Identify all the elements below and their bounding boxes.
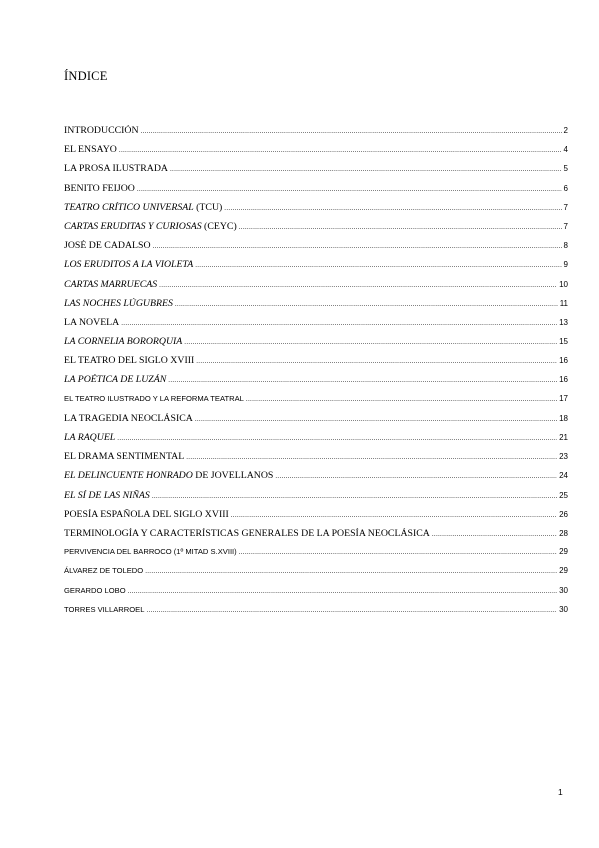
toc-entry-label-part: LA TRAGEDIA NEOCLÁSICA: [64, 412, 193, 424]
toc-dot-leader: [196, 357, 557, 365]
toc-entry-label: [64, 183, 135, 194]
toc-entry-label-part: LA RAQUEL: [64, 432, 116, 443]
toc-entry-label: [64, 221, 237, 232]
toc-dot-leader: [275, 472, 557, 480]
toc-dot-leader: [145, 567, 557, 575]
toc-entry-label-part: LA CORNELIA BORORQUIA: [64, 336, 183, 348]
toc-entry[interactable]: [64, 144, 568, 163]
toc-entry-label-part: EL TEATRO ILUSTRADO Y LA REFORMA TEATRAL: [64, 393, 244, 403]
toc-entry-label-part: GERARDO LOBO: [64, 585, 126, 595]
toc-entry-label: [64, 279, 157, 290]
toc-entry-label-part: EL ENSAYO: [64, 144, 117, 156]
toc-dot-leader: [170, 165, 562, 173]
toc-entry-label-part: CARTAS ERUDITAS Y CURIOSAS: [64, 220, 202, 232]
toc-entry-label-part: EL SÍ DE LAS NIÑAS: [64, 489, 150, 501]
index-heading: ÍNDICE: [64, 69, 108, 83]
toc-dot-leader: [117, 434, 557, 442]
toc-entry-label: [64, 605, 144, 614]
toc-entry-page: 7: [563, 202, 568, 212]
toc-dot-leader: [168, 376, 557, 384]
toc-entry[interactable]: [64, 394, 568, 413]
toc-entry[interactable]: [64, 298, 568, 317]
toc-entry[interactable]: [64, 259, 568, 278]
toc-entry-label: [64, 144, 117, 155]
toc-entry-page: 10: [559, 279, 568, 289]
toc-entry-label: [64, 336, 182, 347]
toc-entry-page: 16: [559, 375, 568, 385]
toc-entry[interactable]: [64, 163, 568, 182]
toc-entry-label: [64, 259, 193, 270]
toc-entry-label: [64, 432, 115, 443]
toc-entry-label-part: LA POÉTICA DE LUZÁN: [64, 374, 167, 386]
toc-entry-page: 13: [559, 317, 568, 327]
toc-entry-page: 11: [559, 298, 568, 308]
toc-dot-leader: [239, 223, 562, 231]
toc-entry[interactable]: [64, 432, 568, 451]
toc-entry-page: 23: [559, 452, 568, 462]
toc-entry-page: 17: [559, 393, 568, 403]
toc-entry-page: 26: [559, 509, 568, 519]
toc-entry[interactable]: [64, 355, 568, 374]
toc-entry-label: [64, 586, 126, 595]
toc-entry[interactable]: [64, 470, 568, 489]
toc-dot-leader: [119, 146, 562, 154]
toc-entry-page: 21: [559, 433, 568, 442]
toc-entry-label: [64, 317, 119, 328]
toc-entry-label: [64, 547, 237, 556]
toc-entry-label: [64, 509, 229, 520]
page-number: 1: [558, 787, 563, 797]
toc-entry-label-part: CARTAS MARRUECAS: [64, 278, 158, 290]
toc-dot-leader: [246, 395, 557, 403]
toc-entry[interactable]: [64, 413, 568, 432]
toc-entry-label-part: PERVIVENCIA DEL BARROCO (1º MITAD S.XVIII): [64, 547, 237, 557]
toc-entry-label: [64, 125, 139, 136]
toc-entry-label-part: LAS NOCHES LÚGUBRES: [64, 297, 173, 309]
toc-entry-label: [64, 394, 244, 403]
toc-entry[interactable]: [64, 509, 568, 528]
toc-dot-leader: [128, 587, 557, 595]
toc-entry-label: [64, 202, 222, 213]
toc-entry-label-part: INTRODUCCIÓN: [64, 125, 139, 136]
toc-entry-label-part: TERMINOLOGÍA Y CARACTERÍSTICAS GENERALES DE LA POESÍA NEOCLÁSICA: [64, 527, 430, 539]
toc-entry-page: 15: [559, 337, 568, 347]
toc-entry[interactable]: [64, 221, 568, 240]
toc-entry-page: 5: [563, 164, 568, 174]
toc-entry-page: 18: [559, 413, 568, 423]
toc-dot-leader: [432, 530, 557, 538]
toc-dot-leader: [239, 548, 557, 556]
toc-entry-label: [64, 355, 194, 366]
toc-dot-leader: [141, 127, 562, 135]
toc-entry-page: 30: [559, 585, 568, 595]
toc-entry-label-part: DE JOVELLANOS: [192, 470, 274, 482]
toc-dot-leader: [195, 261, 561, 269]
toc-entry-label-part: TEATRO CRÍTICO UNIVERSAL: [64, 201, 194, 213]
toc-entry[interactable]: [64, 451, 568, 470]
toc-entry-page: 4: [563, 145, 568, 155]
toc-dot-leader: [152, 492, 557, 500]
toc-dot-leader: [195, 415, 557, 423]
toc-entry-page: 28: [559, 528, 568, 538]
toc-entry[interactable]: [64, 605, 568, 624]
toc-entry[interactable]: [64, 183, 568, 202]
toc-entry-page: 9: [563, 260, 568, 270]
toc-entry-page: 29: [559, 547, 568, 557]
toc-entry[interactable]: [64, 336, 568, 355]
toc-entry-label: [64, 413, 193, 424]
toc-entry[interactable]: [64, 566, 568, 585]
toc-entry-label: [64, 374, 166, 385]
toc-entry[interactable]: [64, 374, 568, 393]
toc-entry-label: [64, 451, 184, 462]
toc-dot-leader: [184, 338, 557, 346]
toc-entry[interactable]: [64, 317, 568, 336]
toc-entry[interactable]: [64, 586, 568, 605]
toc-entry-label-part: EL DELINCUENTE HONRADO: [64, 470, 193, 482]
toc-entry-label: [64, 240, 151, 251]
toc-entry-label-part: LOS ERUDITOS A LA VIOLETA: [64, 259, 194, 271]
toc-entry[interactable]: [64, 279, 568, 298]
toc-entry-label-part: ÁLVAREZ DE TOLEDO: [64, 566, 144, 576]
toc-entry-label: [64, 163, 168, 174]
toc-entry[interactable]: [64, 547, 568, 566]
toc-entry[interactable]: [64, 240, 568, 259]
toc-entry-label-part: EL DRAMA SENTIMENTAL: [64, 451, 185, 463]
toc-entry[interactable]: [64, 125, 568, 144]
toc-entry-label-part: LA NOVELA: [64, 316, 120, 328]
toc-dot-leader: [137, 185, 562, 193]
toc-entry-label: [64, 490, 150, 501]
toc-entry-label-part: EL TEATRO DEL SIGLO XVIII: [64, 355, 195, 367]
table-of-contents: [64, 125, 568, 624]
toc-entry-page: 16: [559, 356, 568, 366]
toc-entry-label-part: (TCU): [193, 201, 223, 213]
toc-entry[interactable]: [64, 202, 568, 221]
toc-entry-label-part: BENITO FEIJOO: [64, 182, 135, 194]
toc-entry-page: 8: [563, 241, 568, 251]
toc-entry[interactable]: [64, 528, 568, 547]
toc-entry-page: 6: [563, 183, 568, 193]
toc-entry-page: 7: [563, 221, 568, 231]
toc-entry-label-part: JOSÉ DE CADALSO: [64, 240, 151, 252]
toc-entry-page: 24: [559, 471, 568, 481]
toc-entry-label-part: LA PROSA ILUSTRADA: [64, 163, 168, 175]
toc-entry-label: [64, 470, 273, 481]
toc-dot-leader: [186, 453, 557, 461]
toc-dot-leader: [121, 319, 557, 327]
toc-entry-page: 25: [559, 490, 568, 500]
toc-entry-page: 29: [559, 566, 568, 576]
toc-entry-label: [64, 528, 430, 539]
toc-entry-page: 2: [563, 126, 568, 135]
toc-dot-leader: [175, 300, 558, 308]
toc-dot-leader: [231, 511, 557, 519]
toc-entry-label-part: POESÍA ESPAÑOLA DEL SIGLO XVIII: [64, 508, 229, 520]
toc-entry-label: [64, 298, 173, 309]
toc-entry-label-part: (CEYC): [201, 220, 237, 232]
toc-dot-leader: [146, 606, 557, 614]
toc-dot-leader: [153, 242, 562, 250]
toc-entry-label: [64, 566, 143, 575]
toc-entry-page: 30: [559, 604, 568, 614]
toc-entry-label-part: TORRES VILLARROEL: [64, 604, 145, 614]
toc-dot-leader: [224, 204, 561, 212]
toc-dot-leader: [159, 281, 557, 289]
toc-entry[interactable]: [64, 490, 568, 509]
